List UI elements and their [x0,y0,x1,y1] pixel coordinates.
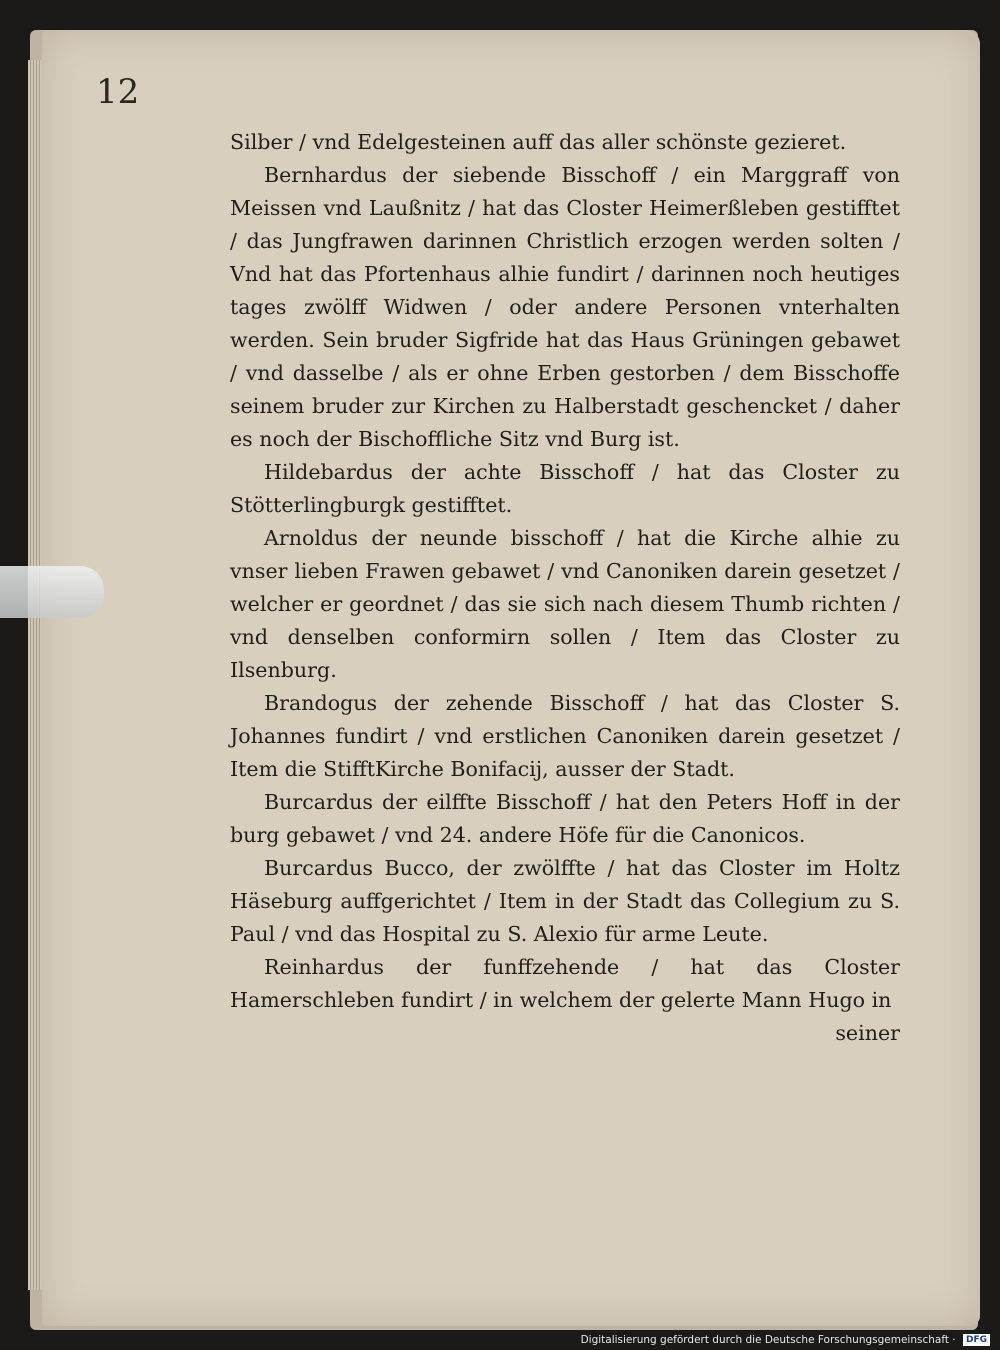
paragraph-8: Reinhardus der funffzehende / hat das Closter Hamerschleben fundirt / in welchem der gelerte Mann Hugo in [230,955,900,1012]
page-number: 12 [96,72,140,112]
credit-text: Digitalisierung gefördert durch die Deutsche Forschungsgemeinschaft · [580,1334,956,1346]
paragraph-5: Brandogus der zehende Bisschoff / hat das Closter S. Johannes fundirt / vnd erstlichen Canoniken darein gesetzet / Item die StifftKirche Bonifacij, ausser der Stadt. [230,691,900,781]
digitization-credit [0,1330,990,1350]
paragraph-2: Bernhardus der siebende Bisschoff / ein Marggraff von Meissen vnd Laußnitz / hat das Closter Heimerßleben gestifftet / das Jungfrawen darinnen Christlich erzogen werden solten / Vnd hat das Pfortenhaus alhie fundirt / darinnen noch heutiges tages zwölff Widwen / oder andere Personen vnterhalten werden. Sein bruder Sigfride hat das Haus Grüningen gebawet / vnd dasselbe / als er ohne Erben gestorben / dem Bisschoffe seinem bruder zur Kirchen zu Halberstadt geschencket / daher es noch der Bischoffliche Sitz vnd Burg ist. [230,163,900,451]
paragraph-1: Silber / vnd Edelgesteinen auff das aller schönste gezieret. [230,130,847,154]
catchword: seiner [835,1021,900,1045]
paragraph-7: Burcardus Bucco, der zwölffte / hat das Closter im Holtz Häseburg auffgerichtet / Item in der Stadt das Collegium zu S. Paul / vnd das Hospital zu S. Alexio für arme Leute. [230,856,900,946]
dfg-logo-icon: DFG [963,1334,990,1346]
page-clip [0,566,104,618]
paragraph-4: Arnoldus der neunde bisschoff / hat die Kirche alhie zu vnser lieben Frawen gebawet / vnd Canoniken darein gesetzet / welcher er geordnet / das sie sich nach diesem Thumb richten / vnd denselben conformirn sollen / Item das Closter zu Ilsenburg. [230,526,900,682]
page-text [230,126,900,1176]
paragraph-6: Burcardus der eilffte Bisschoff / hat den Peters Hoff in der burg gebawet / vnd 24. andere Höfe für die Canonicos. [230,790,900,847]
paragraph-3: Hildebardus der achte Bisschoff / hat das Closter zu Stötterlingburgk gestifftet. [230,460,900,517]
